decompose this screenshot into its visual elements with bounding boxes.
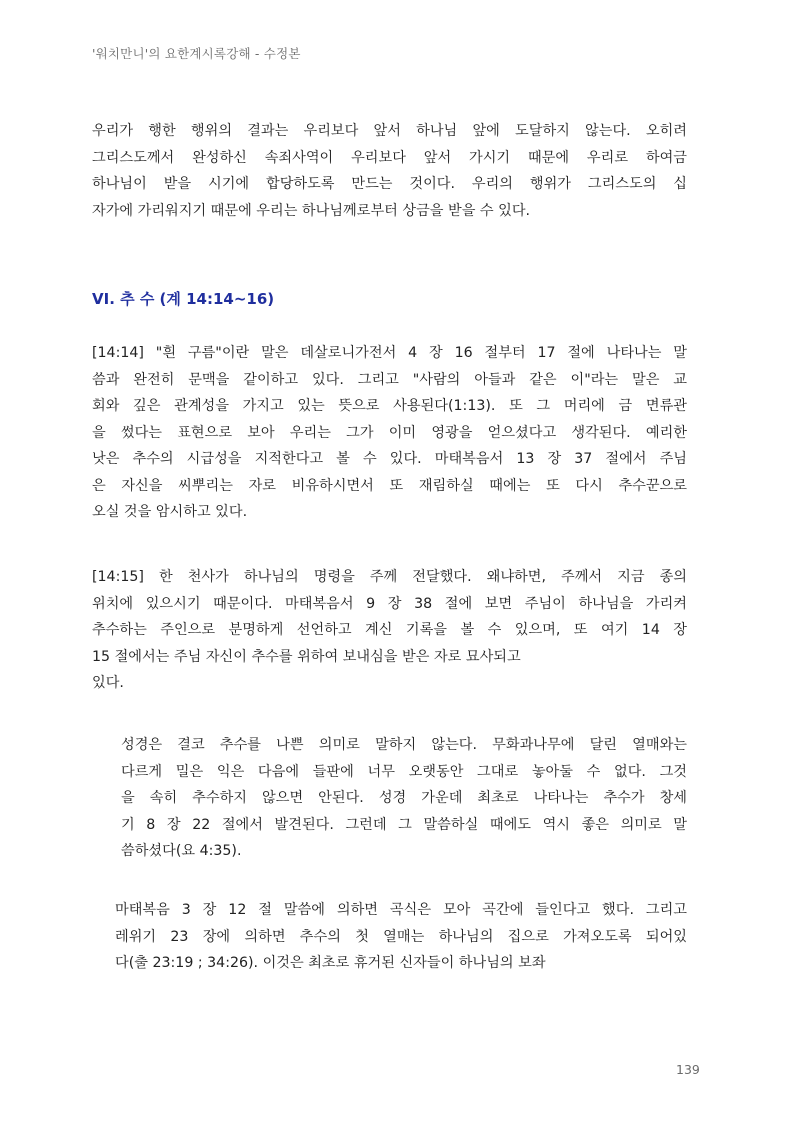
- paragraph-line: [14:14] "흰 구름"이란 말은 데살로니가전서 4 장 16 절부터 17 절에 나타나는 말: [92, 345, 687, 361]
- paragraph-line: 마태복음 3 장 12 절 말씀에 의하면 곡식은 모아 곡간에 들인다고 했다. 그리고: [115, 902, 687, 918]
- paragraph-line: 성경은 결코 추수를 나쁜 의미로 말하지 않는다. 무화과나무에 달린 열매와는: [121, 737, 687, 753]
- paragraph-line: 낫은 추수의 시급성을 지적한다고 볼 수 있다. 마태복음서 13 장 37 절에서 주님: [92, 451, 687, 467]
- paragraph-line: 씀과 완전히 문맥을 같이하고 있다. 그리고 "사람의 아들과 같은 이"라는 말은 교: [92, 371, 687, 388]
- paragraph-5: [115, 897, 687, 977]
- paragraph-line: 레위기 23 장에 의하면 추수의 첫 열매는 하나님의 집으로 가져오도록 되어있: [115, 928, 687, 945]
- running-header: '워치만니'의 요한계시록강해 - 수정본: [92, 46, 301, 61]
- paragraph-line: 하나님이 받을 시기에 합당하도록 만드는 것이다. 우리의 행위가 그리스도의 십: [92, 176, 687, 192]
- paragraph-line: 15 절에서는 주님 자신이 추수를 위하여 보내심을 받은 자로 묘사되고: [92, 648, 521, 665]
- paragraph-line: 오실 것을 암시하고 있다.: [92, 504, 248, 520]
- paragraph-line: 을 속히 추수하지 않으면 안된다. 성경 가운데 최초로 나타나는 추수가 창세: [121, 790, 687, 806]
- paragraph-line: 자가에 가리워지기 때문에 우리는 하나님께로부터 상금을 받을 수 있다.: [92, 202, 531, 219]
- section-heading: VI. 추 수 (계 14:14~16): [92, 290, 275, 308]
- paragraph-line: 추수하는 주인으로 분명하게 선언하고 계신 기록을 볼 수 있으며, 또 여기 14 장: [92, 622, 687, 638]
- paragraph-line: 기 8 장 22 절에서 발견된다. 그런데 그 말씀하실 때에도 역시 좋은 의미로 말: [121, 816, 687, 833]
- paragraph-line: 을 썼다는 표현으로 보아 우리는 그가 이미 영광을 얻으셨다고 생각된다. 예리한: [92, 424, 687, 441]
- paragraph-line: 있다.: [92, 675, 124, 691]
- paragraph-line: 씀하셨다(요 4:35).: [121, 843, 242, 859]
- paragraph-3: [92, 564, 687, 697]
- paragraph-line: 다(출 23:19 ; 34:26). 이것은 최초로 휴거된 신자들이 하나님의 보좌: [115, 955, 546, 971]
- paragraph-line: 위치에 있으시기 때문이다. 마태복음서 9 장 38 절에 보면 주님이 하나님을 가리켜: [92, 595, 687, 612]
- paragraph-1: [92, 118, 687, 224]
- paragraph-2: [92, 340, 687, 526]
- indented-paragraph: [121, 732, 687, 865]
- paragraph-line: 다르게 밀은 익은 다음에 들판에 너무 오랫동안 그대로 놓아둘 수 없다. 그것: [121, 763, 687, 780]
- paragraph-line: 그리스도께서 완성하신 속죄사역이 우리보다 앞서 가시기 때문에 우리로 하여금: [92, 149, 687, 166]
- paragraph-line: 회와 깊은 관계성을 가지고 있는 뜻으로 사용된다(1:13). 또 그 머리에 금 면류관: [92, 398, 687, 414]
- paragraph-line: [14:15] 한 천사가 하나님의 명령을 주께 전달했다. 왜냐하면, 주께서 지금 종의: [92, 569, 687, 585]
- page-number: 139: [676, 1062, 700, 1077]
- paragraph-line: 은 자신을 씨뿌리는 자로 비유하시면서 또 재림하실 때에는 또 다시 추수꾼으로: [92, 477, 687, 494]
- paragraph-line: 우리가 행한 행위의 결과는 우리보다 앞서 하나님 앞에 도달하지 않는다. 오히려: [92, 123, 687, 139]
